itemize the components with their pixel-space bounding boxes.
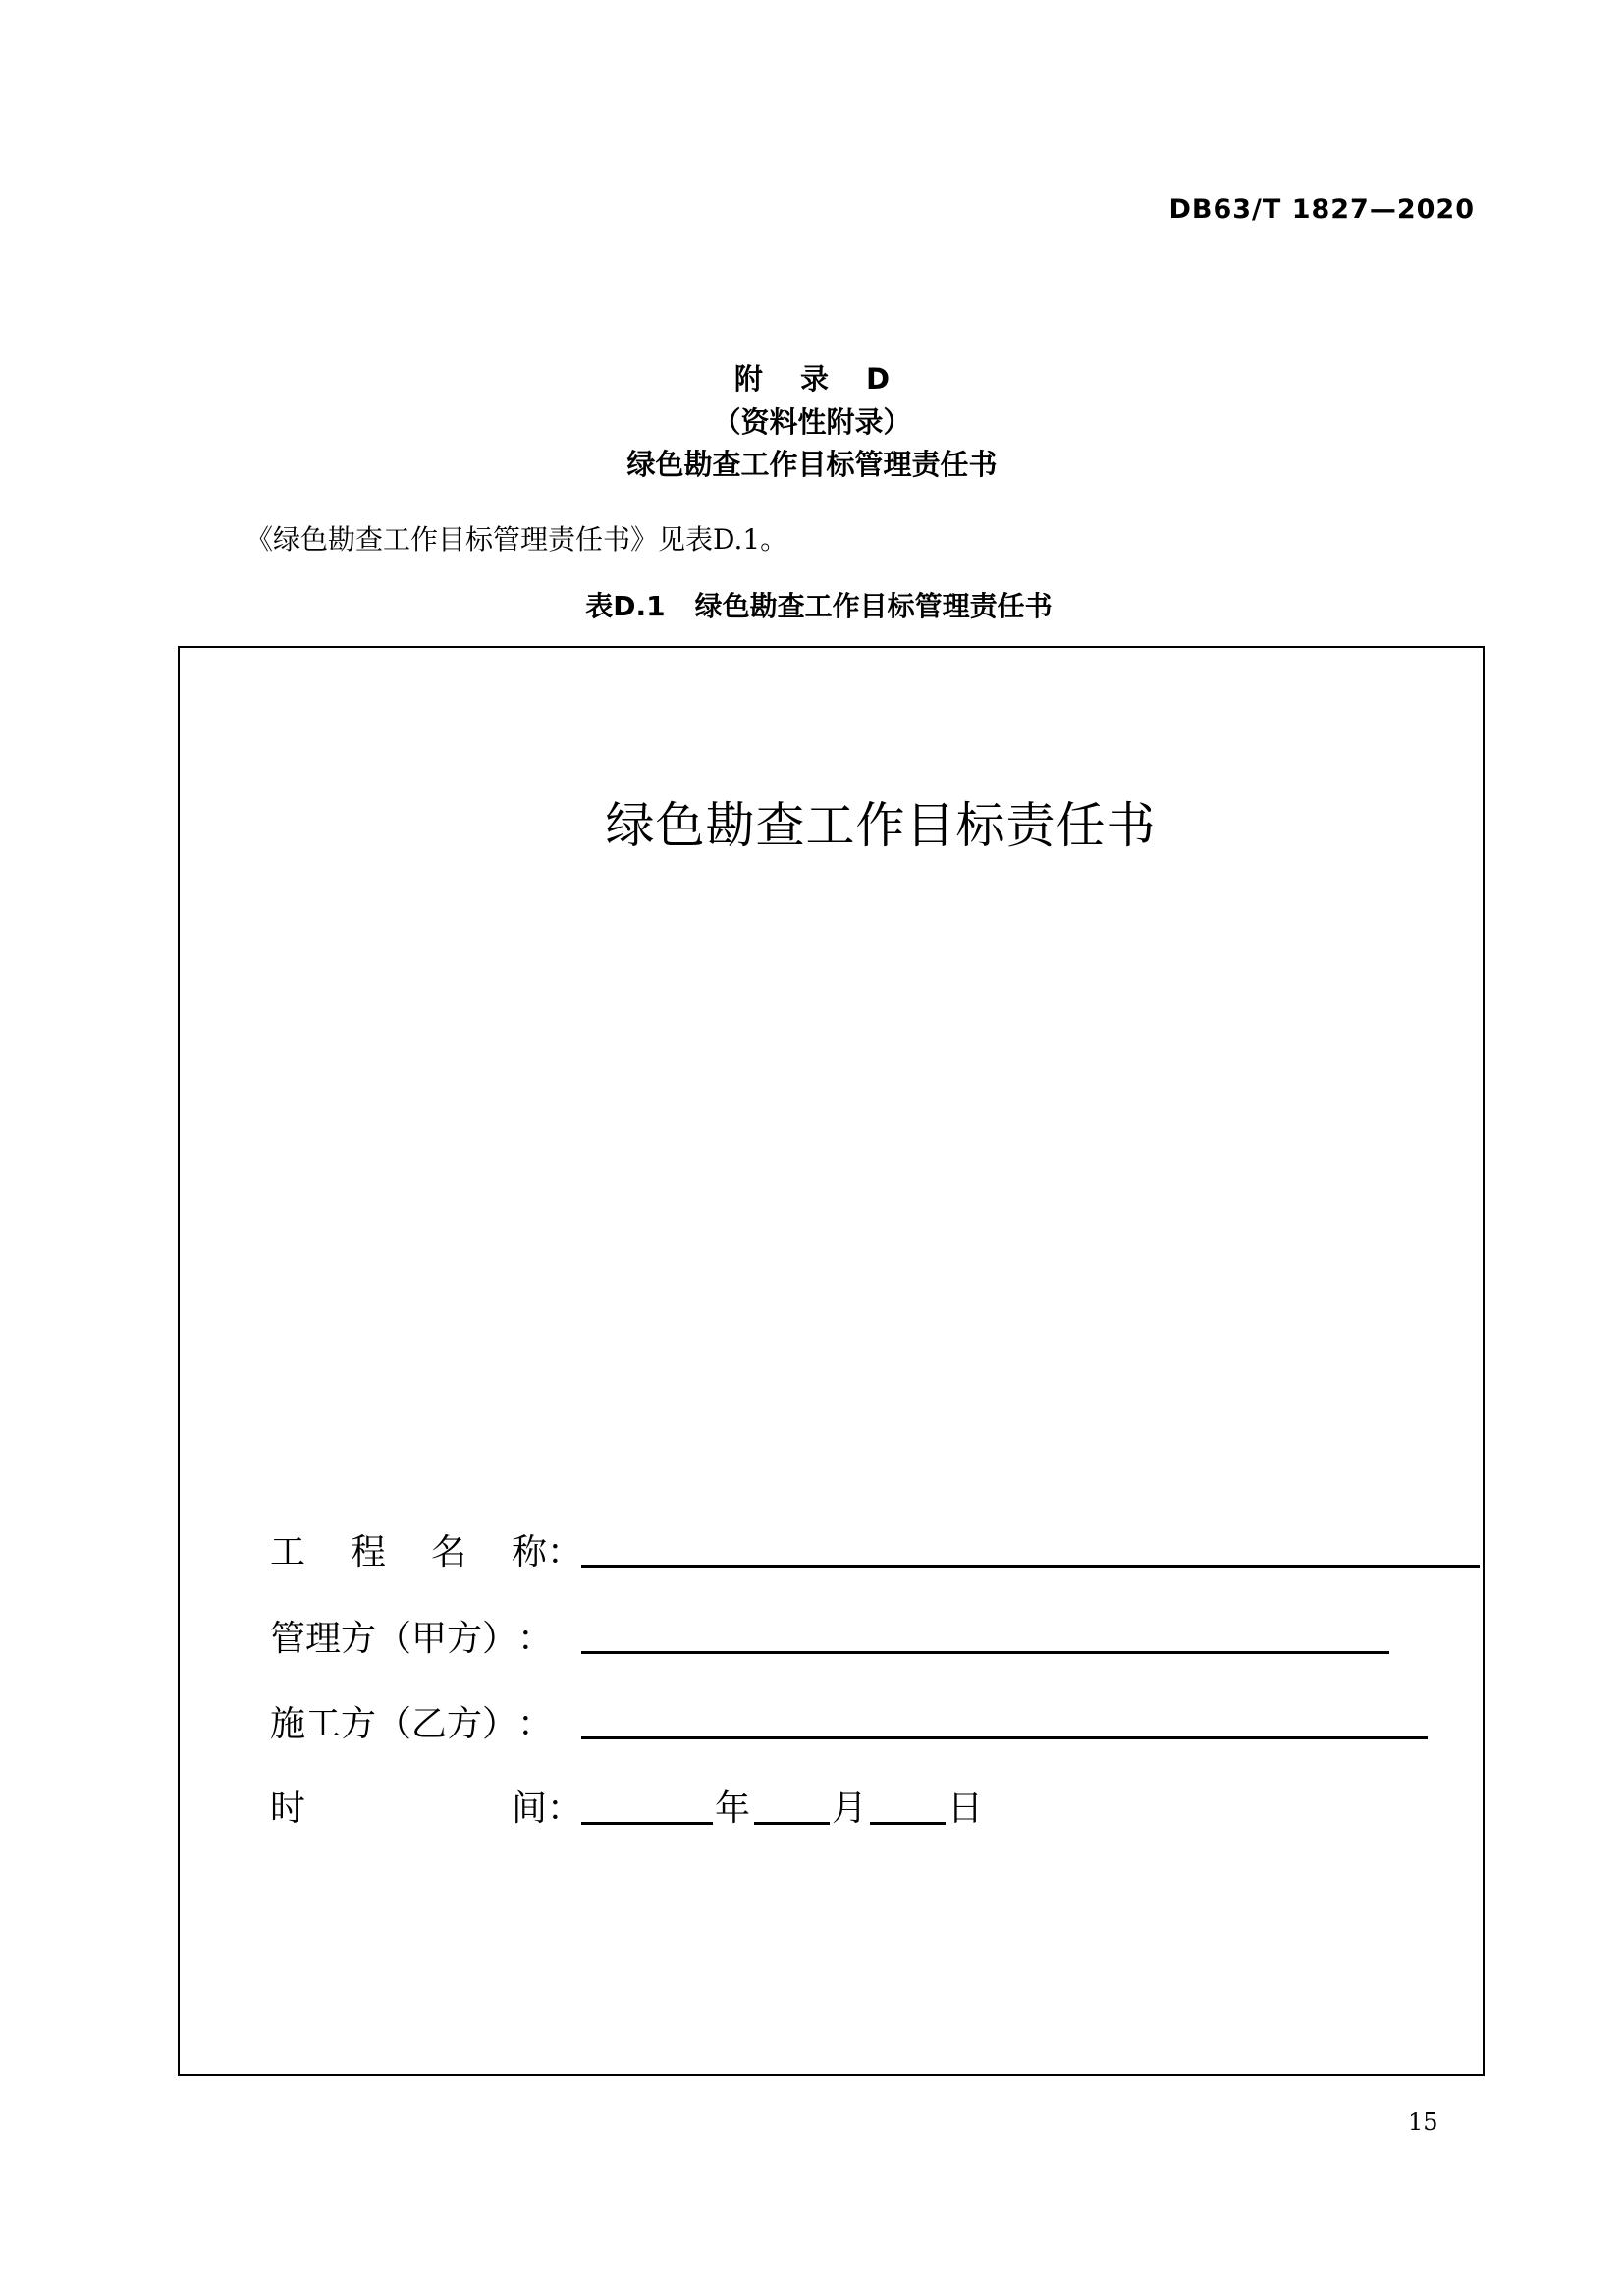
- form-heading: 绿色勘查工作目标责任书: [605, 797, 1157, 854]
- appendix-name: 绿色勘查工作目标管理责任书: [626, 448, 998, 481]
- date-month-input-line[interactable]: [754, 1822, 830, 1825]
- contractor-colon: ：: [517, 1704, 554, 1744]
- responsibility-form-frame: [178, 646, 1485, 2076]
- intro-paragraph: 《绿色勘查工作目标管理责任书》见表D.1。: [245, 523, 788, 556]
- date-label-text: 时 间: [270, 1789, 547, 1829]
- table-caption: [0, 585, 1624, 624]
- date-month-unit: 月: [832, 1789, 868, 1829]
- project-name-label: [270, 1524, 582, 1575]
- project-name-label-text: 工 程 名 称: [270, 1532, 547, 1573]
- manager-input-line[interactable]: [581, 1651, 1389, 1654]
- manager-colon: ：: [517, 1619, 554, 1659]
- manager-label: [270, 1611, 553, 1661]
- date-day-input-line[interactable]: [870, 1822, 946, 1825]
- appendix-title: 附 录 D: [733, 362, 904, 396]
- table-caption-title: 绿色勘查工作目标管理责任书: [694, 590, 1053, 622]
- document-code: DB63/T 1827—2020: [1168, 194, 1475, 225]
- contractor-input-line[interactable]: [581, 1736, 1428, 1739]
- date-year-unit: 年: [715, 1789, 751, 1829]
- date-label: [270, 1781, 582, 1831]
- project-name-colon: ：: [547, 1532, 583, 1573]
- date-year-input-line[interactable]: [581, 1822, 713, 1825]
- table-caption-number: 表D.1: [585, 590, 666, 622]
- manager-label-text: 管理方（甲方）: [270, 1619, 518, 1659]
- appendix-note: （资料性附录）: [712, 405, 912, 439]
- date-day-unit: 日: [947, 1789, 984, 1829]
- contractor-label: [270, 1696, 553, 1746]
- project-name-input-line[interactable]: [581, 1565, 1480, 1568]
- date-colon: ：: [547, 1789, 583, 1829]
- contractor-label-text: 施工方（乙方）: [270, 1704, 518, 1744]
- page-number: 15: [1408, 2109, 1438, 2136]
